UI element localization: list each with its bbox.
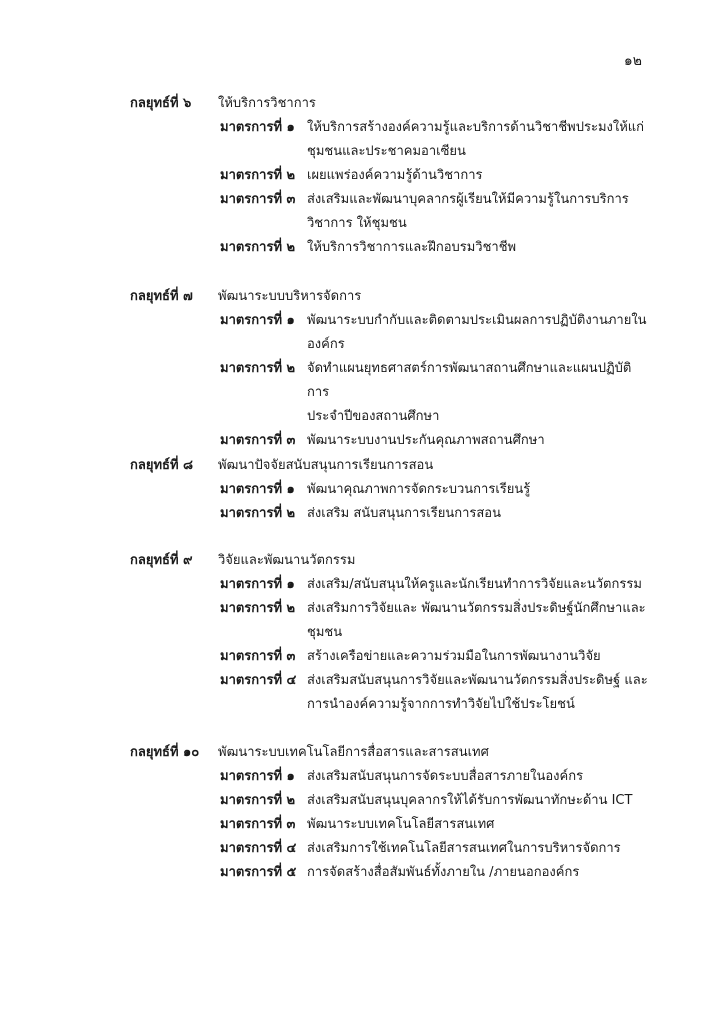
measure-item (130, 188, 650, 236)
page-number: ๑๒ (623, 53, 642, 69)
strategy-heading (130, 549, 650, 573)
measure-item (130, 837, 650, 861)
measure-text: ส่งเสริมและพัฒนาบุคลากรผู้เรียนให้มีความรู้ในการบริการ (307, 192, 629, 207)
strategy-title: ให้บริการวิชาการ (218, 96, 316, 111)
measure-item (130, 357, 650, 429)
measure-text: ส่งเสริม สนับสนุนการเรียนการสอน (307, 506, 501, 521)
measure-text: ส่งเสริมสนับสนุนการจัดระบบสื่อสารภายในองค์กร (307, 769, 584, 784)
measure-text-continued: ชุมชนและประชาคมอาเซียน (307, 144, 466, 159)
strategy-label: กลยุทธ์ที่ ๘ (130, 458, 194, 473)
strategy-10 (130, 741, 650, 885)
measure-text-continued: ประจำปีของสถานศึกษา (307, 409, 440, 424)
measure-label: มาตรการที่ ๓ (220, 433, 296, 448)
strategy-9 (130, 549, 650, 717)
strategy-8 (130, 454, 650, 526)
measure-item (130, 765, 650, 789)
strategy-label: กลยุทธ์ที่ ๙ (130, 553, 193, 568)
measure-label: มาตรการที่ ๓ (220, 192, 296, 207)
strategy-title: พัฒนาปัจจัยสนับสนุนการเรียนการสอน (218, 458, 434, 473)
strategy-title: พัฒนาระบบเทคโนโลยีการสื่อสารและสารสนเทศ (218, 745, 489, 760)
measure-label: มาตรการที่ ๕ (220, 865, 297, 880)
measure-label: มาตรการที่ ๑ (220, 313, 295, 328)
measure-text: จัดทำแผนยุทธศาสตร์การพัฒนาสถานศึกษาและแผนปฏิบัติการ (307, 361, 632, 400)
strategy-heading (130, 285, 650, 309)
measure-label: มาตรการที่ ๑ (220, 769, 295, 784)
measure-text: ให้บริการสร้างองค์ความรู้และบริการด้านวิชาชีพประมงให้แก่ (307, 120, 645, 135)
measure-text: ส่งเสริมสนับสนุนการวิจัยและพัฒนานวัตกรรมสิ่งประดิษฐ์ และ (307, 673, 648, 688)
measure-text: การจัดสร้างสื่อสัมพันธ์ทั้งภายใน /ภายนอกองค์กร (307, 865, 580, 880)
measure-label: มาตรการที่ ๑ (220, 120, 295, 135)
measure-item (130, 789, 650, 813)
measure-item (130, 502, 650, 526)
strategy-6 (130, 92, 650, 260)
strategy-label: กลยุทธ์ที่ ๑๐ (130, 745, 200, 760)
measure-text: เผยแพร่องค์ความรู้ด้านวิชาการ (307, 168, 483, 183)
measure-item (130, 164, 650, 188)
measure-label: มาตรการที่ ๑ (220, 577, 295, 592)
strategy-heading (130, 454, 650, 478)
strategy-7 (130, 285, 650, 453)
strategy-title: พัฒนาระบบบริหารจัดการ (218, 289, 362, 304)
measure-text: สร้างเครือข่ายและความร่วมมือในการพัฒนางานวิจัย (307, 649, 601, 664)
measure-text: พัฒนาระบบงานประกันคุณภาพสถานศึกษา (307, 433, 545, 448)
measure-label: มาตรการที่ ๒ (220, 168, 296, 183)
strategy-title: วิจัยและพัฒนานวัตกรรม (218, 553, 356, 568)
strategy-label: กลยุทธ์ที่ ๖ (130, 96, 192, 111)
measure-text: ให้บริการวิชาการและฝึกอบรมวิชาชีพ (307, 240, 517, 255)
measure-text: ส่งเสริมสนับสนุนบุคลากรให้ได้รับการพัฒนาทักษะด้าน ICT (307, 793, 633, 808)
measure-item (130, 813, 650, 837)
measure-label: มาตรการที่ ๔ (220, 841, 297, 856)
measure-item (130, 669, 650, 717)
measure-label: มาตรการที่ ๓ (220, 649, 296, 664)
measure-item (130, 861, 650, 885)
measure-item (130, 309, 650, 357)
measure-text-continued: องค์กร (307, 337, 345, 352)
measure-label: มาตรการที่ ๑ (220, 482, 295, 497)
measure-text-continued: การนำองค์ความรู้จากการทำวิจัยไปใช้ประโยชน์ (307, 697, 575, 712)
measure-text: ส่งเสริมการใช้เทคโนโลยีสารสนเทศในการบริหารจัดการ (307, 841, 621, 856)
measure-label: มาตรการที่ ๒ (220, 793, 296, 808)
measure-item (130, 236, 650, 260)
measure-item (130, 478, 650, 502)
measure-item (130, 597, 650, 645)
measure-text: พัฒนาระบบเทคโนโลยีสารสนเทศ (307, 817, 495, 832)
measure-label: มาตรการที่ ๒ (220, 240, 296, 255)
measure-label: มาตรการที่ ๒ (220, 361, 296, 376)
measure-item (130, 645, 650, 669)
measure-text-continued: ชุมชน (307, 625, 343, 640)
measure-text: ส่งเสริม/สนับสนุนให้ครูและนักเรียนทำการวิจัยและนวัตกรรม (307, 577, 642, 592)
measure-text: พัฒนาระบบกำกับและติดตามประเมินผลการปฏิบัติงานภายใน (307, 313, 647, 328)
measure-text-continued: วิชาการ ให้ชุมชน (307, 216, 407, 231)
measure-text: ส่งเสริมการวิจัยและ พัฒนานวัตกรรมสิ่งประดิษฐ์นักศึกษาและ (307, 601, 646, 616)
measure-text: พัฒนาคุณภาพการจัดกระบวนการเรียนรู้ (307, 482, 531, 497)
measure-label: มาตรการที่ ๓ (220, 817, 296, 832)
strategy-label: กลยุทธ์ที่ ๗ (130, 289, 193, 304)
measure-label: มาตรการที่ ๒ (220, 506, 296, 521)
strategy-heading (130, 741, 650, 765)
measure-label: มาตรการที่ ๒ (220, 601, 296, 616)
strategy-heading (130, 92, 650, 116)
measure-item (130, 573, 650, 597)
measure-item (130, 116, 650, 164)
measure-item (130, 429, 650, 453)
measure-label: มาตรการที่ ๔ (220, 673, 297, 688)
